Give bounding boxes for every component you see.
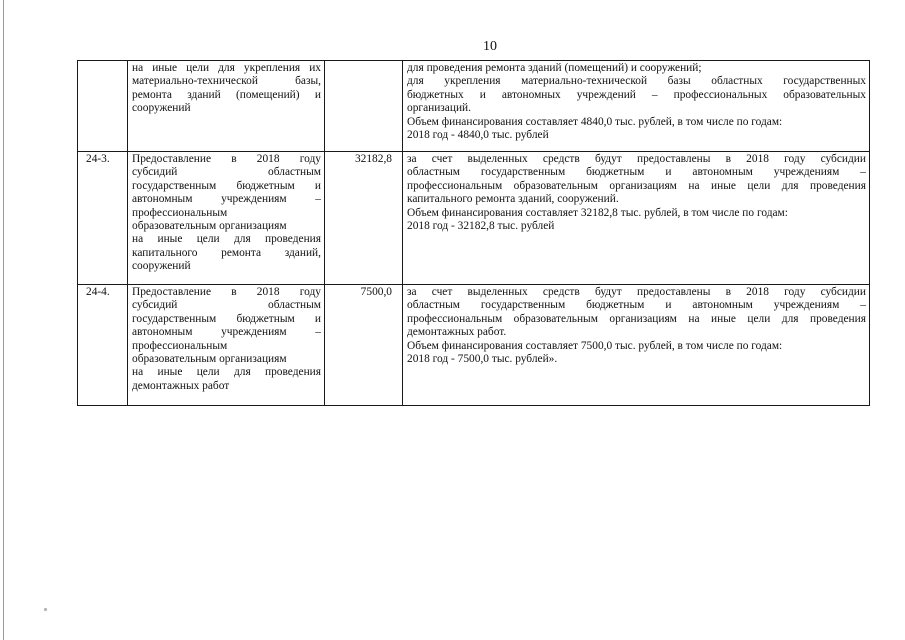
description-line: профессиональным образовательным организациям на иные цели для проведения: [407, 312, 866, 325]
table-row-24-4: [78, 285, 870, 406]
name-line: на иные цели для проведения: [132, 366, 321, 379]
description-line: областным государственным бюджетным и автономным учреждениям –: [407, 166, 866, 179]
name-line: сооружений: [132, 102, 191, 115]
row-description-cell: [403, 61, 870, 152]
name-line: государственным бюджетным и: [132, 312, 321, 325]
row-number-cell: 24-4.: [78, 285, 128, 406]
name-line: образовательным организациям: [132, 220, 287, 233]
name-line: Предоставление в 2018 году: [132, 286, 321, 298]
name-line: на иные цели для укрепления их: [132, 62, 321, 74]
description-line: для укрепления материально-технической базы областных государственных: [407, 75, 866, 88]
description-line: бюджетных и автономных учреждений – профессиональных образовательных: [407, 88, 866, 101]
name-line: автономным учреждениям –: [132, 326, 321, 339]
row-name-cell: [128, 61, 325, 152]
name-line: на иные цели для проведения: [132, 233, 321, 246]
description-line: 2018 год - 7500,0 тыс. рублей».: [407, 353, 558, 366]
name-line: субсидий областным: [132, 299, 321, 312]
row-sum-cell: [325, 61, 403, 152]
name-line: материально-технической базы,: [132, 75, 321, 88]
description-line: для проведения ремонта зданий (помещений) и сооружений;: [407, 62, 702, 74]
description-line: 2018 год - 32182,8 тыс. рублей: [407, 220, 555, 233]
row-description-cell: [403, 285, 870, 406]
row-sum-cell: 32182,8: [325, 152, 403, 285]
scan-speck: [44, 608, 47, 611]
name-line: ремонта зданий (помещений) и: [132, 88, 321, 101]
description-line: Объем финансирования составляет 32182,8 тыс. рублей, в том числе по годам:: [407, 206, 788, 219]
row-name-cell: [128, 285, 325, 406]
description-line: демонтажных работ.: [407, 326, 507, 339]
name-line: автономным учреждениям –: [132, 193, 321, 206]
table-row-continuation: [78, 61, 870, 152]
description-line: за счет выделенных средств будут предоставлены в 2018 году субсидии: [407, 153, 866, 165]
page-number: 10: [483, 39, 497, 54]
description-line: профессиональным образовательным организациям на иные цели для проведения: [407, 179, 866, 192]
scan-page-edge: [3, 0, 4, 640]
row-number-cell: [78, 61, 128, 152]
name-line: капитального ремонта зданий,: [132, 246, 321, 259]
description-line: Объем финансирования составляет 4840,0 тыс. рублей, в том числе по годам:: [407, 115, 783, 128]
name-line: демонтажных работ: [132, 379, 230, 392]
name-line: Предоставление в 2018 году: [132, 153, 321, 165]
description-line: Объем финансирования составляет 7500,0 тыс. рублей, в том числе по годам:: [407, 339, 783, 352]
row-sum-cell: 7500,0: [325, 285, 403, 406]
description-line: капитального ремонта зданий, сооружений.: [407, 193, 619, 206]
description-line: областным государственным бюджетным и автономным учреждениям –: [407, 299, 866, 312]
table-row-24-3: [78, 152, 870, 285]
name-line: сооружений: [132, 260, 191, 273]
budget-table: [77, 60, 870, 406]
row-description-cell: [403, 152, 870, 285]
name-line: профессиональным: [132, 339, 228, 352]
row-number-cell: 24-3.: [78, 152, 128, 285]
row-name-cell: [128, 152, 325, 285]
description-line: 2018 год - 4840,0 тыс. рублей: [407, 129, 549, 142]
name-line: субсидий областным: [132, 166, 321, 179]
name-line: профессиональным: [132, 206, 228, 219]
name-line: государственным бюджетным и: [132, 179, 321, 192]
description-line: организаций.: [407, 102, 471, 115]
name-line: образовательным организациям: [132, 353, 287, 366]
description-line: за счет выделенных средств будут предоставлены в 2018 году субсидии: [407, 286, 866, 298]
